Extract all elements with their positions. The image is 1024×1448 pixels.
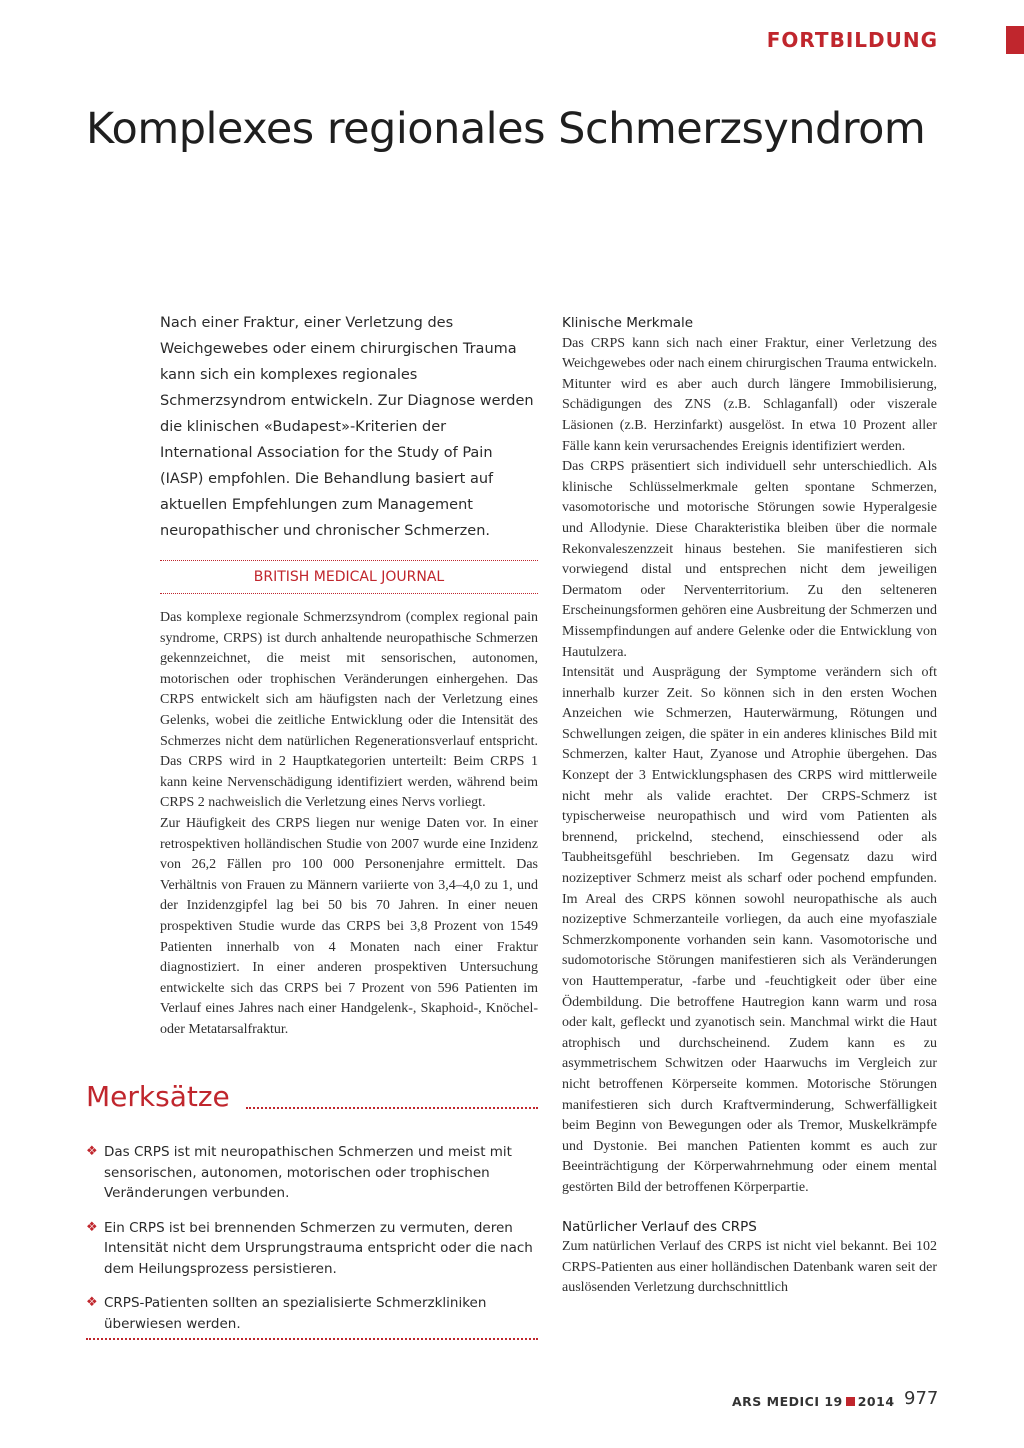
merksatz-item [86, 1142, 538, 1204]
article-title: Komplexes regionales Schmerzsyndrom [86, 104, 926, 154]
diamond-bullet-icon: ❖ [86, 1295, 98, 1310]
body-paragraph: Das CRPS präsentiert sich individuell sehr unterschiedlich. Als klinische Schlüsselmerkmale gelten spontane Schmerzen, vasomotorische und motorische Störungen sowie Hyperalgesie und Allodynie. Diese Charakteristika bleiben über die normale Rekonvaleszenzzeit hinaus bestehen. Sie manifestieren sich vorwiegend distal und entsprechen nicht dem jeweiligen Dermatom oder Nerventerritorium. Zu den selteneren Erscheinungsformen gehören eine Ausbreitung der Schmerzen und Missempfindungen auf andere Gelenke oder die Entwicklung von Hautulzera. [562, 459, 937, 660]
merksaetze-header [86, 1080, 538, 1120]
merksaetze-list [86, 1142, 538, 1348]
body-paragraph: Intensität und Ausprägung der Symptome verändern sich oft innerhalb kurzer Zeit. So können sich in den ersten Wochen Anzeichen wie Schmerzen, Hauterwärmung, Rötungen und Schwellungen zeigen, die später in ein anderes klinisches Bild mit Schmerzen, kalter Haut, Zyanose und Atrophie übergehen. Das Konzept der 3 Entwicklungsphasen des CRPS wird mittlerweile nicht mehr als valide erachtet. Der CRPS-Schmerz ist typischerweise neuropathisch und wird vom Patienten als brennend, prickelnd, stechend, einschiessend oder als Taubheitsgefühl beschrieben. Im Gegensatz dazu wird nozizeptiver Schmerz meist als scharf oder pochend empfunden. Im Areal des CRPS können sowohl neuropathische als auch nozizeptive Schmerzanteile vorliegen, da auch eine myofasziale Schmerzkomponente vorhanden sein kann. Vasomotorische und sudomotorische Störungen manifestieren sich als Veränderungen von Hauttemperatur, -farbe und -feuchtigkeit oder über eine Ödembildung. Die betroffene Hautregion kann warm und rosa oder kalt, gefleckt und zyanotisch sein. Manchmal wirkt die Haut atrophisch und durchscheinend. Zudem kann es zu asymmetrischem Schwitzen oder Haarwuchs im Vergleich zur nicht betroffenen Körperseite kommen. Motorische Störungen manifestieren sich durch Kraftverminderung, Schwerfälligkeit beim Beginn von Bewegungen oder als Tremor, Muskelkrämpfe und Dystonie. Bei manchen Patienten kommt es auch zur Beeinträchtigung der Körperwahrnehmung oder einem mental gestörten Bild der betroffenen Körperpartie. [562, 665, 937, 1195]
square-separator-icon [846, 1397, 855, 1406]
page-number: 977 [904, 1388, 939, 1409]
body-paragraph: Das komplexe regionale Schmerzsyndrom (complex regional pain syndrome, CRPS) ist durch anhaltende neuropathische Schmerzen gekennzeichnet, die meist mit sensorischen, autonomen, motorischen oder trophischen Veränderungen einhergehen. Das CRPS entwickelt sich am häufigsten nach der Verletzung eines Gelenks, wobei die zeitliche Entwicklung oder die Intensität des Schmerzes nicht dem natürlichen Regenerationsverlauf entspricht. Das CRPS wird in 2 Hauptkategorien unterteilt: Beim CRPS 1 kann keine Nervenschädigung identifiziert werden, während beim CRPS 2 nachweislich die Verletzung eines Nervs vorliegt. [160, 610, 538, 811]
merksatz-item [86, 1293, 538, 1334]
merksaetze-title: Merksätze [86, 1080, 230, 1113]
merksatz-text: Ein CRPS ist bei brennenden Schmerzen zu vermuten, deren Intensität nicht dem Ursprungstrauma entspricht oder die nach dem Heilungsprozess persistieren. [104, 1219, 533, 1277]
body-paragraph: Zum natürlichen Verlauf des CRPS ist nicht viel bekannt. Bei 102 CRPS-Patienten aus einer holländischen Datenbank waren seit der auslösenden Verletzung durchschnittlich [562, 1239, 937, 1296]
merksatz-text: Das CRPS ist mit neuropathischen Schmerzen und meist mit sensorischen, autonomen, motorischen oder trophischen Veränderungen verbunden. [104, 1144, 512, 1201]
left-column [160, 310, 538, 1040]
journal-name: ARS MEDICI 19 [732, 1394, 843, 1409]
journal-year: 2014 [857, 1394, 895, 1409]
diamond-bullet-icon: ❖ [86, 1219, 98, 1235]
section-heading: Natürlicher Verlauf des CRPS [562, 1218, 757, 1235]
section-marker [1006, 26, 1024, 54]
merksaetze-divider [246, 1107, 538, 1109]
source-label: BRITISH MEDICAL JOURNAL [253, 569, 445, 585]
merksatz-text: CRPS-Patienten sollten an spezialisierte Schmerzkliniken überwiesen werden. [104, 1295, 487, 1332]
merksaetze-bottom-divider [86, 1338, 538, 1340]
right-column [562, 313, 937, 1299]
section-label: FORTBILDUNG [766, 28, 938, 52]
section-heading: Klinische Merkmale [562, 315, 694, 331]
footer-journal [732, 1394, 895, 1409]
lead-text: Nach einer Fraktur, einer Verletzung des Weichgewebes oder einem chirurgischen Trauma kann sich ein komplexes regionales Schmerzsyndrom entwickeln. Zur Diagnose werden die klinischen «Budapest»-Kriterien der International Association for the Study of Pain (IASP) empfohlen. Die Behandlung basiert auf aktuellen Empfehlungen zum Management neuropathischer und chronischer Schmerzen. [160, 315, 534, 539]
body-paragraph: Das CRPS kann sich nach einer Fraktur, einer Verletzung des Weichgewebes oder nach einem chirurgischen Trauma entwickeln. Mitunter wird es aber auch durch längere Immobilisierung, Schädigungen des ZNS (z.B. Schlaganfall) oder viszerale Läsionen (z.B. Herzinfarkt) ausgelöst. In etwa 10 Prozent aller Fälle kann kein verursachendes Ereignis identifiziert werden. [562, 335, 937, 454]
merksatz-item [86, 1218, 538, 1280]
diamond-bullet-icon: ❖ [86, 1144, 98, 1159]
body-paragraph: Zur Häufigkeit des CRPS liegen nur wenige Daten vor. In einer retrospektiven holländischen Studie von 2007 wurde eine Inzidenz von 26,2 Fällen pro 100 000 Personenjahre ermittelt. Das Verhältnis von Frauen zu Männern variierte von 3,4–4,0 zu 1, und der Inzidenzgipfel lag bei 50 bis 70 Jahren. In einer neuen prospektiven Studie wurde das CRPS bei 3,8 Prozent von 1549 Patienten innerhalb von 4 Monaten nach einer Fraktur diagnostiziert. In einer anderen prospektiven Untersuchung entwickelte sich das CRPS bei 7 Prozent von 596 Patienten im Verlauf eines Jahres nach einer Handgelenk-, Skaphoid-, Knöchel- oder Metatarsalfraktur. [160, 815, 538, 1037]
